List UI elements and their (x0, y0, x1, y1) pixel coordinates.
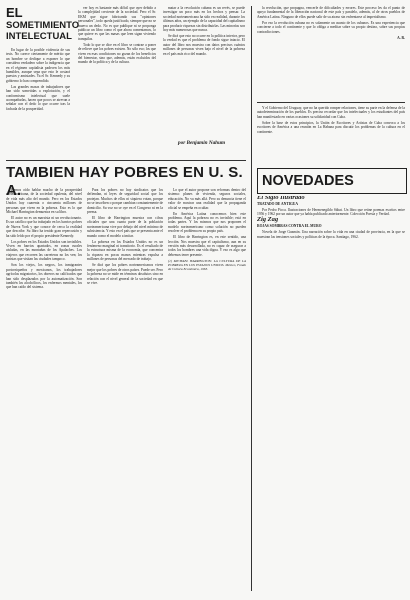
paragraph: Sobre la base de estos principios, la Unión de Escritores y Artistas de Cuba convoca a los escritores de América a una reunión en La Habana para discutir los problemas de la cultura en el continente. (257, 120, 405, 134)
paragraph: Se dirá que los pobres norteamericanos viven mejor que los pobres de otros países. Puede ser. Pero la pobreza no se mide en términos absolutos sino en relación con el nivel general de la sociedad en que se vive. (87, 263, 163, 285)
paragraph: Las grandes masas de trabajadores que han sido sometidas a explotación, y el conformismo intelectual que suele acompañarlas, hacen que pocos se atrevan a señalar con el dedo lo que ocurre tras la fachada de la prosperidad. (6, 84, 70, 111)
main-article-col-2 (87, 188, 163, 591)
novedades-entry-title-1: TRATADO DE ANTIGUA (257, 202, 298, 206)
paragraph: Se dirá que esto no ocurre en la política interior, pero la verdad es que el problema de fondo sigue intacto. El autor del libro nos muestra con datos precisos cuántos millones de personas viven bajo el nivel de la pobreza en el país más rico del mundo. (163, 34, 245, 56)
headline-line-3: INTELECTUAL (6, 31, 72, 42)
paragraph: matar a la revolución cubana es un revés, se puede investigar un poco más en los hechos y pensar. La sociedad norteamericana ha sido en realidad, durante los últimos años, un ejemplo de la capacidad del capitalismo para producir riquezas sin distribuirlas. Las minorías son hoy más numerosas que nunca. (163, 6, 245, 33)
left-article-headline (6, 5, 80, 42)
paragraph: Y el Gobierno del Uruguay, que no ha querido romper relaciones, tiene su parte en la defensa de la autodeterminación de los pueblos. Es preciso recordar que los intelectuales y los estudiantes del país han manifestado en varias ocasiones su solidaridad con Cuba. (257, 106, 405, 119)
novedades-entries (257, 196, 405, 591)
paragraph: La pobreza en los Estados Unidos no es un fenómeno marginal ni transitorio. Es el resultado de la estructura misma de la economía, que concentra la riqueza en pocas manos mientras expulsa a millones de personas del mercado de trabajo. (87, 239, 163, 262)
novedades-box (257, 168, 407, 194)
novedades-entry-text-1: Por Pedro Picca. Ilustraciones de Hermenegildo Sábat. Un libro que reúne poemas escritos entre 1956 y 1962 por un autor que ya había publicado anteriormente. Colección Poesía y Verdad. (257, 208, 405, 217)
right-column-notice (257, 106, 405, 166)
paragraph: Los pobres en los Estados Unidos son invisibles. Viven en barrios apartados, en zonas rurales aisladas, en las montañas de los Apalaches. Los viajeros que recorren las carreteras no los ven; los turistas que visitan las ciudades tampoco. (6, 239, 82, 262)
left-article-col-2 (78, 6, 156, 158)
signature: A. R. (397, 35, 405, 40)
right-divider (257, 102, 405, 103)
paragraph: En lugar de la posible violencia de sus tesis. No carece ciertamente de mérito que un hombre se dedique a exponer lo que considera verdadero sobre la indigencia que en el régimen capitalista padecen los más humildes, aunque sepa que esto le costará puestos y amistades. Ya el Sr. Kennedy y su gobierno lo han comprendido. (6, 48, 70, 83)
headline-line-1: EL (6, 5, 23, 20)
column-divider (251, 6, 252, 591)
paragraph: El autor no es un marxista ni un revolucionario. Es un católico que ha trabajado en los barrios pobres de Nueva York y que conoce de cerca la realidad que describe. Su libro ha tenido gran repercusión y ha sido leído por el propio presidente Kennedy. (6, 216, 82, 238)
byline: por Benjamin Nahum (178, 140, 225, 146)
paragraph: Todo lo que se dice en el libro se contrae a poner de relieve que los pobres existen. No sólo eso; los que viven en esas condiciones no gozan de los beneficios del bienestar, sino que, además, están excluidos del mundo de la política y de la cultura. (78, 42, 156, 65)
paragraph: Lo que el autor propone son reformas dentro del sistema: planes de vivienda, seguros sociales, educación. No va más allá. Pero su denuncia tiene el valor de mostrar una realidad que la propaganda oficial se empeña en ocultar. (168, 188, 246, 210)
novedades-section-2: Zig Zag (257, 216, 279, 224)
right-column-top (257, 6, 405, 102)
paragraph: El libro de Harrington es, en este sentido, una lección. Nos muestra que el capitalismo, aun en su versión más desarrollada, no es capaz de asegurar a todos los hombres una vida digna. Y eso es algo que debemos tener presente. (168, 235, 246, 257)
headline-line-2: SOMETIMIENTO (6, 20, 80, 31)
paragraph: El libro de Harrington muestra con cifras oficiales que una cuarta parte de la población norteamericana vive por debajo del nivel mínimo de subsistencia. Y esto en el país que se presenta ante el mundo como el modelo a imitar. (87, 216, 163, 238)
novedades-title: NOVEDADES (262, 173, 354, 189)
paragraph: En América Latina conocemos bien este problema. Aquí la pobreza no es invisible; está en todas partes. Y los mismos que nos proponen el modelo norteamericano como solución no pueden resolver el problema en su propio país. (168, 211, 246, 234)
main-article-col-3 (168, 188, 246, 591)
novedades-entry-text-2: Novela de Jorge Guzmán. Una narración sobre la vida en una ciudad de provincia, en la que se muestran las tensiones sociales y políticas de la época. Santiago, 1962. (257, 230, 405, 239)
main-article-col-1 (6, 188, 82, 591)
main-article-top-rule (6, 160, 246, 161)
paragraph: ver hoy es bastante más difícil que ayer debido a la complejidad creciente de la sociedad. Pero el Sr. EKM que sigue fabricando sus "opiniones personales", todo queda justificado, siempre que no se mueva un dedo. No es que publique ni se proponga publicar un libro como el que ahora comentamos, lo que quiere es que las masas que leen sigan viviendo tranquilas. (78, 6, 156, 41)
left-article-col-1 (6, 48, 70, 160)
paragraph: Para los pobres no hay sindicatos que los defiendan, ni leyes de seguridad social que los protejan. Muchos de ellos ni siquiera votan, porque no se inscriben o porque cambian constantemente de domicilio. Su voz no se oye en el Congreso ni en la prensa. (87, 188, 163, 215)
main-article-headline: TAMBIEN HAY POBRES EN U. S. A. (6, 164, 243, 199)
left-article-col-3 (163, 6, 245, 136)
novedades-entry-title-2: ROJAS SOMBRAS CONTRA EL MURO (257, 224, 322, 229)
paragraph: Por eso la revolución cubana no es solamente un asunto de los cubanos. Es una experiencia que concierne a todo el continente y que lo obliga a meditar sobre su propio destino, sobre sus propias contradicciones. (257, 20, 405, 34)
paragraph: la revolución, que propugna, vencerle de dificultades y errores. Este proceso les da el punto de apoyo fundamental de la liberación nacional de este país y paralelo, además, al de otros pueblos de América Latina. Ninguno de ellos puede salir de su atraso sin enfrentarse al imperialismo. (257, 6, 405, 19)
paragraph: Hemos oído hablar mucho de la prosperidad norteamericana, de la sociedad opulenta, del nivel de vida más alto del mundo. Pero en los Estados Unidos hay cuarenta o cincuenta millones de personas que viven en la pobreza. Esto es lo que Michael Harrington demuestra en su libro. (6, 188, 82, 215)
novedades-section-1: El Siglo Ilustrado (257, 196, 305, 201)
footnote: (1) MICHAEL HARRINGTON: LA CULTURA DE LA POBREZA EN LOS ESTADOS UNIDOS. México, Fondo de Cultura Económica, 1963. (168, 258, 246, 272)
paragraph: Son los viejos, los negros, los inmigrantes portorriqueños y mexicanos, los trabajadores agrícolas migratorios, los obreros no calificados que han sido desplazados por la automatización. Son también los alcohólicos, los enfermos mentales, los que han caído del sistema. (6, 263, 82, 290)
